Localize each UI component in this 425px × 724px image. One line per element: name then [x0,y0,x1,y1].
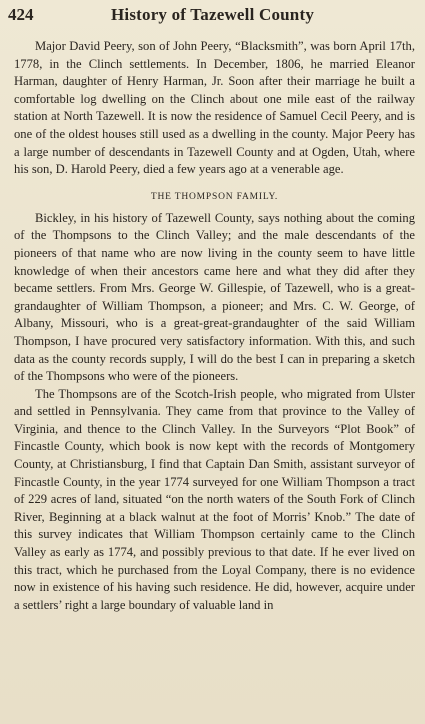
section-heading: THE THOMPSON FAMILY. [150,191,279,202]
page-body [14,38,415,614]
paragraph-bickley-history: Bickley, in his history of Tazewell County, says nothing about the coming of the Thompsons to the Clinch Valley; and the male descendants of the pioneers of that name who are now living in the county seem to have little knowledge of when their ancestors came here and what they did after they became settlers. From Mrs. George W. Gillespie, of Tazewell, who is a great-grandaughter of William Thompson, a pioneer; and Mrs. C. W. George, of Albany, Missouri, who is a great-great-grandaughter of the said William Thompson, I have procured very satisfactory information. With this, and such data as the county records supply, I will do the best I can in preparing a sketch of the Thompsons who were of the pioneers. [14,210,415,384]
running-title: History of Tazewell County [110,5,315,24]
page-number: 424 [8,5,34,24]
page-header [8,4,417,26]
paragraph-david-peery: Major David Peery, son of John Peery, “Blacksmith”, was born April 17th, 1778, in the Clinch settlements. In December, 1806, he married Eleanor Harman, daughter of Henry Harman, Jr. Soon after their marriage he built a comfortable log dwelling on the Clinch about one mile east of the railway station at North Tazewell. It is now the residence of Samuel Cecil Peery, and is one of the oldest houses still used as a dwelling in the county. Major Peery has a large number of descendants in Tazewell County and at Ogden, Utah, where his son, D. Harold Peery, died a few years ago at a venerable age. [14,39,415,177]
paragraph-thompson-origins: The Thompsons are of the Scotch-Irish people, who migrated from Ulster and settled in Pennsylvania. They came from that province to the Valley of Virginia, and thence to the Clinch Valley. In the Surveyors “Plot Book” of Fincastle County, which book is now kept with the records of Montgomery County, at Christiansburg, I find that Captain Dan Smith, assistant surveyor of Fincastle County, in the year 1774 surveyed for one William Thompson a tract of 229 acres of land, situated “on the north waters of the South Fork of Clinch River, Beginning at a black walnut at the foot of Morris’ Knob.” The date of this survey indicates that William Thompson certainly came to the Clinch Valley as early as 1774, and possibly previous to that date. If he ever lived on this tract, which he purchased from the Loyal Company, there is no evidence now in existence of his having such residence. He did, however, acquire under a settlers’ right a large boundary of valuable land in [14,386,415,612]
